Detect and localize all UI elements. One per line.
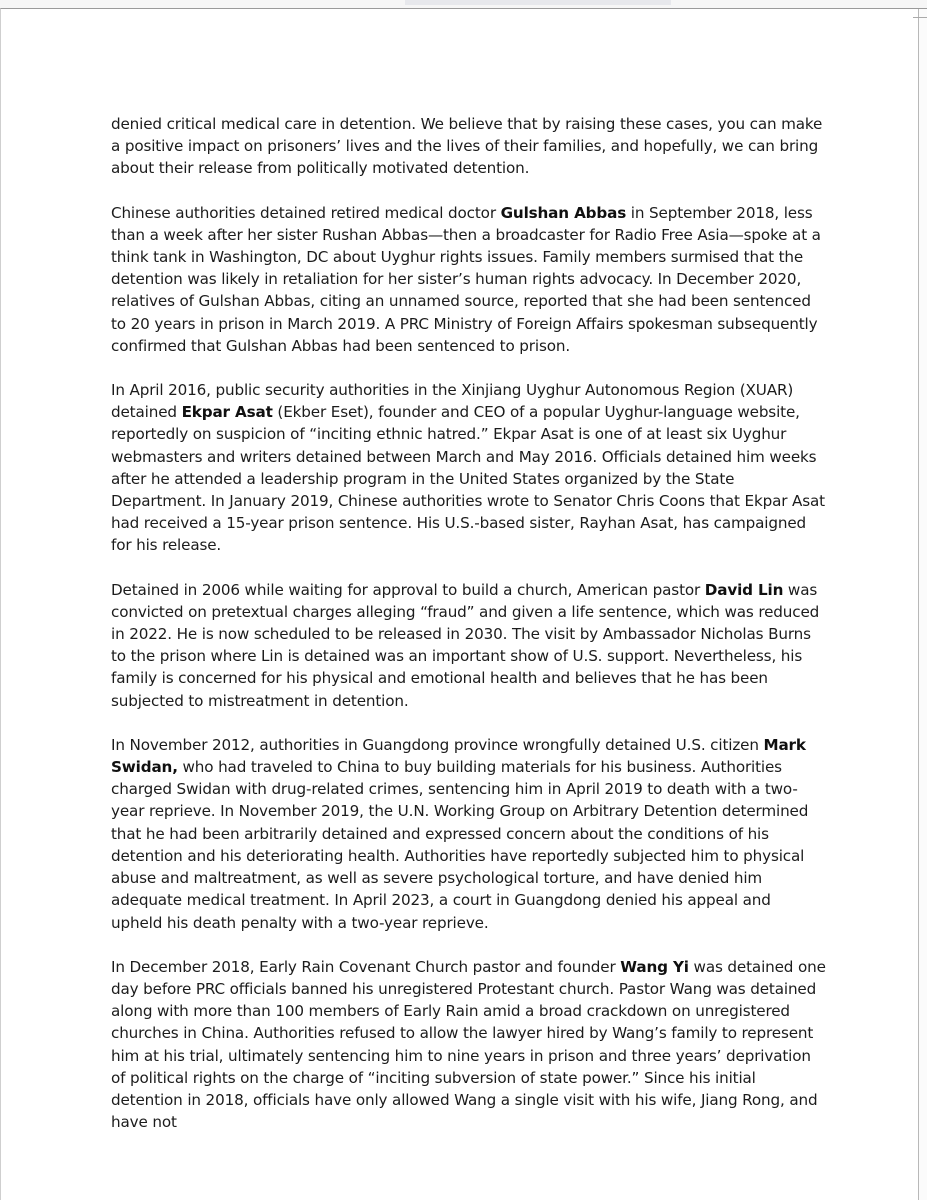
paragraph-intro-continued <box>111 113 826 180</box>
paragraph-text: denied critical medical care in detention. We believe that by raising these cases, you can make a positive impact on prisoners’ lives and the lives of their families, and hopefully, we can bring about their release from politically motivated detention. <box>111 115 823 178</box>
paragraph-text: in September 2018, less than a week after her sister Rushan Abbas—then a broadcaster for Radio Free Asia—spoke at a think tank in Washington, DC about Uyghur rights issues. Family members surmised that the detention was likely in retaliation for her sister’s human rights advocacy. In December 2020, relatives of Gulshan Abbas, citing an unnamed source, reported that she had been sentenced to 20 years in prison in March 2019. A PRC Ministry of Foreign Affairs spokesman subsequently confirmed that Gulshan Abbas had been sentenced to prison. <box>111 203 821 355</box>
paragraph-text: In April 2016, public security authorities in the Xinjiang Uyghur Autonomous Region (XUAR) detained <box>111 381 794 422</box>
person-name: Gulshan Abbas <box>500 203 627 222</box>
viewer-top-bar <box>0 0 927 8</box>
paragraph-mark-swidan <box>111 734 826 934</box>
page-corner <box>913 9 927 18</box>
paragraph-text: was convicted on pretextual charges alleging “fraud” and given a life sentence, which was reduced in 2022. He is now scheduled to be released in 2030. The visit by Ambassador Nicholas Burns to the prison where Lin is detained was an important show of U.S. support. Nevertheless, his family is concerned for his physical and emotional health and believes that he has been subjected to mistreatment in detention. <box>111 580 820 710</box>
person-name: Wang Yi <box>620 957 689 976</box>
viewer-tab[interactable] <box>405 0 671 5</box>
person-name: Ekpar Asat <box>181 403 273 422</box>
paragraph-wang-yi <box>111 956 826 1134</box>
paragraph-david-lin <box>111 579 826 712</box>
paragraph-text: was detained one day before PRC officials banned his unregistered Protestant church. Pastor Wang was detained along with more than 100 members of Early Rain amid a broad crackdown on unregistered churches in China. Authorities refused to allow the lawyer hired by Wang’s family to represent him at his trial, ultimately sentencing him to nine years in prison and three years’ deprivation of political rights on the charge of “inciting subversion of state power.” Since his initial detention in 2018, officials have only allowed Wang a single visit with his wife, Jiang Rong, and have not <box>111 957 826 1132</box>
page-right-edge <box>918 9 927 1200</box>
document-page <box>0 8 927 1200</box>
paragraph-gulshan-abbas <box>111 202 826 357</box>
person-name: David Lin <box>704 580 784 599</box>
paragraph-text: In November 2012, authorities in Guangdong province wrongfully detained U.S. citizen <box>111 735 764 754</box>
paragraph-text: (Ekber Eset), founder and CEO of a popular Uyghur-language website, reportedly on suspicion of “inciting ethnic hatred.” Ekpar Asat is one of at least six Uyghur webmasters and writers detained between March and May 2016. Officials detained him weeks after he attended a leadership program in the United States organized by the State Department. In January 2019, Chinese authorities wrote to Senator Chris Coons that Ekpar Asat had received a 15-year prison sentence. His U.S.-based sister, Rayhan Asat, has campaigned for his release. <box>111 403 825 555</box>
paragraph-text: Chinese authorities detained retired medical doctor <box>111 203 501 222</box>
paragraph-text: who had traveled to China to buy building materials for his business. Authorities charged Swidan with drug-related crimes, sentencing him in April 2019 to death with a two-year reprieve. In November 2019, the U.N. Working Group on Arbitrary Detention determined that he had been arbitrarily detained and expressed concern about the conditions of his detention and his deteriorating health. Authorities have reportedly subjected him to physical abuse and maltreatment, as well as severe psychological torture, and have denied him adequate medical treatment. In April 2023, a court in Guangdong denied his appeal and upheld his death penalty with a two-year reprieve. <box>111 758 809 932</box>
paragraph-ekpar-asat <box>111 379 826 557</box>
person-name: Mark Swidan, <box>111 735 806 777</box>
paragraph-text: Detained in 2006 while waiting for approval to build a church, American pastor <box>111 580 705 599</box>
page-body <box>111 113 826 1155</box>
paragraph-text: In December 2018, Early Rain Covenant Church pastor and founder <box>111 957 621 976</box>
